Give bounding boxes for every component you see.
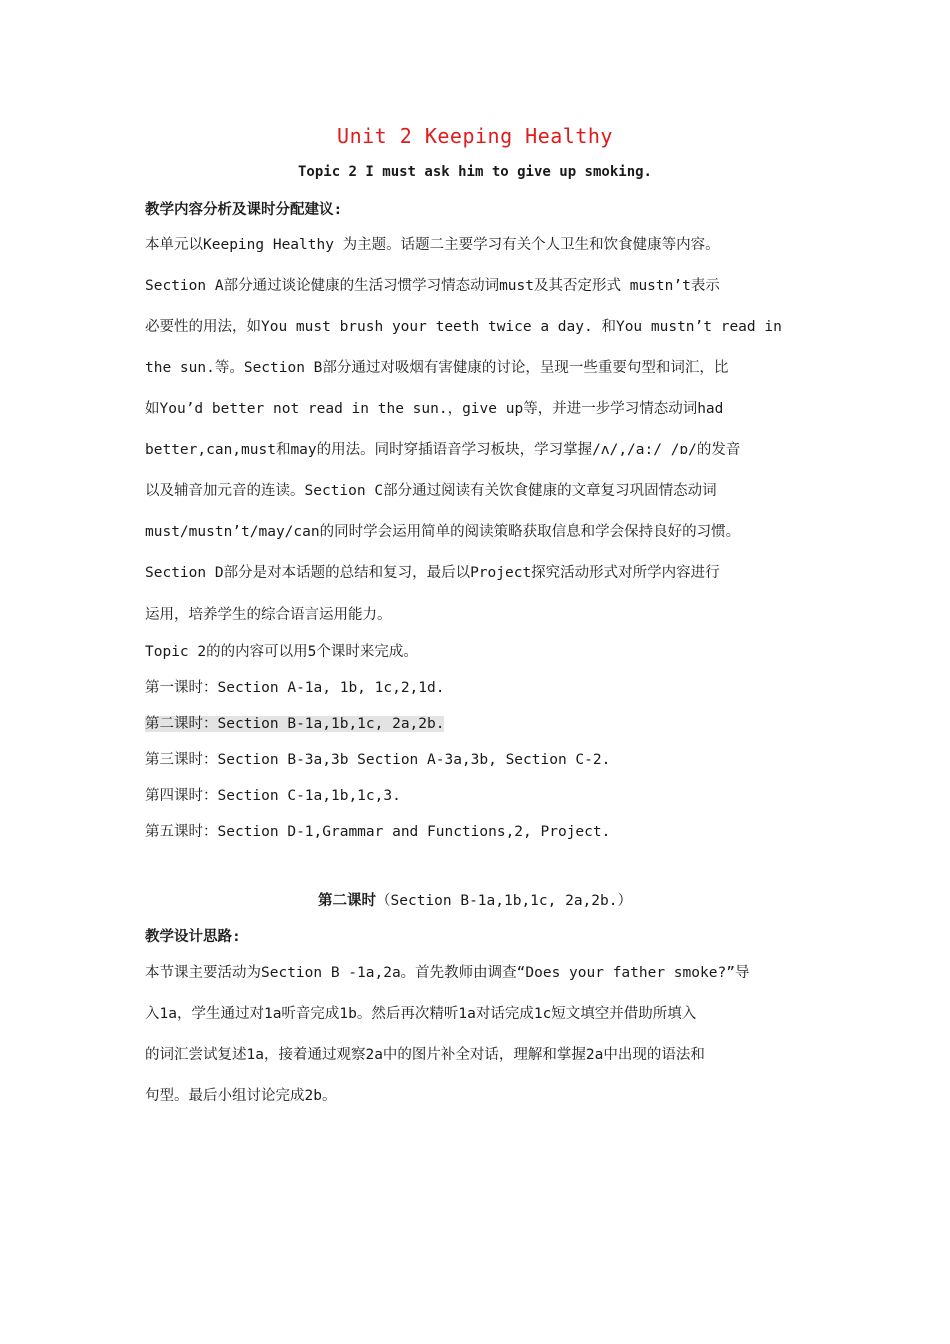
paragraph-line: Section A部分通过谈论健康的生活习惯学习情态动词must及其否定形式 mustn’t表示 (145, 278, 720, 294)
paragraph-line: 本节课主要活动为Section B -1a,2a。首先教师由调查“Does your father smoke?”导 (145, 965, 750, 981)
paragraph-line: 本单元以Keeping Healthy 为主题。话题二主要学习有关个人卫生和饮食健康等内容。 (145, 237, 720, 253)
period-item: 第四课时：Section C-1a,1b,1c,3. (145, 788, 401, 804)
paragraph-line: 入1a，学生通过对1a听音完成1b。然后再次精听1a对话完成1c短文填空并借助所填入 (145, 1006, 697, 1022)
lesson-heading (0, 889, 950, 910)
period-item: 第一课时：Section A-1a, 1b, 1c,2,1d. (145, 680, 445, 696)
lesson-heading-rest: （Section B-1a,1b,1c, 2a,2b.） (376, 893, 632, 909)
document-subtitle: Topic 2 I must ask him to give up smoking. (297, 164, 652, 180)
period-item: 第三课时：Section B-3a,3b Section A-3a,3b, Section C-2. (145, 752, 611, 768)
paragraph-line: better,can,must和may的用法。同时穿插语音学习板块，学习掌握/ʌ/,/a:/ /ɒ/的发音 (145, 442, 741, 458)
paragraph-line: Section D部分是对本话题的总结和复习，最后以Project探究活动形式对所学内容进行 (145, 565, 720, 581)
period-item-label: 第二课时：Section B-1a,1b,1c, 2a,2b. (145, 716, 445, 732)
paragraph-line: the sun.等。Section B部分通过对吸烟有害健康的讨论，呈现一些重要句型和词汇，比 (145, 360, 729, 376)
document-title: Unit 2 Keeping Healthy (337, 124, 613, 148)
paragraph-line: 的词汇尝试复述1a，接着通过观察2a中的图片补全对话，理解和掌握2a中出现的语法和 (145, 1047, 705, 1063)
lesson-heading-bold: 第二课时 (318, 893, 376, 909)
analysis-heading: 教学内容分析及课时分配建议: (145, 202, 343, 218)
paragraph-line: must/mustn’t/may/can的同时学会运用简单的阅读策略获取信息和学会保持良好的习惯。 (145, 524, 741, 540)
paragraph-line: 必要性的用法，如You must brush your teeth twice a day. 和You mustn’t read in (145, 319, 782, 335)
paragraph-line: 句型。最后小组讨论完成2b。 (145, 1088, 337, 1104)
period-item-highlighted (145, 712, 444, 733)
period-item: 第五课时：Section D-1,Grammar and Functions,2, Project. (145, 824, 611, 840)
paragraph-line: 以及辅音加元音的连读。Section C部分通过阅读有关饮食健康的文章复习巩固情态动词 (145, 483, 717, 499)
paragraph-line: 如You’d better not read in the sun.，give up等，并进一步学习情态动词had (145, 401, 724, 417)
design-heading: 教学设计思路: (145, 929, 241, 945)
paragraph-line: 运用，培养学生的综合语言运用能力。 (145, 607, 392, 623)
periods-intro: Topic 2的的内容可以用5个课时来完成。 (145, 644, 418, 660)
